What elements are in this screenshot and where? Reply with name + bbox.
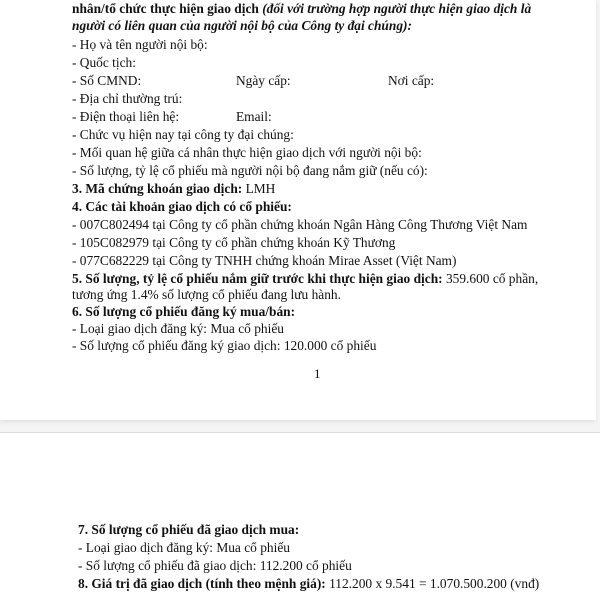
account-item-2: - 105C082979 tại Công ty cổ phần chứng khoán Kỹ Thương [72, 235, 396, 250]
section-8-value: 112.200 x 9.541 = 1.070.500.200 (vnđ) [329, 576, 540, 591]
stock-code: LMH [245, 181, 276, 196]
field-nationality: - Quốc tịch: [72, 55, 136, 70]
section-7-type: - Loại giao dịch đăng ký: Mua cổ phiếu [78, 540, 290, 555]
section-3-label: 3. Mã chứng khoán giao dịch: [72, 181, 246, 196]
intro-line-2: người có liên quan của người nội bộ của Công ty đại chúng): [72, 18, 412, 33]
document-page-2 [0, 432, 600, 601]
section-8 [78, 575, 539, 593]
section-7-heading: 7. Số lượng cổ phiếu đã giao dịch mua: [78, 522, 300, 537]
intro-bold-text: nhân/tổ chức thực hiện giao dịch [72, 1, 263, 16]
intro-line-1 [72, 0, 531, 18]
field-phone: - Điện thoại liên hệ: [72, 109, 180, 124]
field-full-name: - Họ và tên người nội bộ: [72, 37, 208, 52]
field-relationship: - Mối quan hệ giữa cá nhân thực hiện giao dịch với người nội bộ: [72, 145, 422, 160]
page-number: 1 [314, 366, 321, 381]
intro-italic-text: (đối với trường hợp người thực hiện giao dịch là [262, 1, 532, 16]
account-item-3: - 077C682229 tại Công ty TNHH chứng khoán Mirae Asset (Việt Nam) [72, 253, 457, 268]
field-email: Email: [236, 109, 272, 124]
section-8-label: 8. Giá trị đã giao dịch (tính theo mệnh giá): [78, 576, 330, 591]
section-5-label: 5. Số lượng, tỷ lệ cổ phiếu nắm giữ trước khi thực hiện giao dịch: [72, 271, 446, 286]
account-item-1: - 007C802494 tại Công ty cổ phần chứng khoán Ngân Hàng Công Thương Việt Nam [72, 217, 528, 232]
field-insider-holding: - Số lượng, tỷ lệ cổ phiếu mà người nội bộ đang nắm giữ (nếu có): [72, 163, 428, 178]
field-id-number: - Số CMND: [72, 73, 142, 88]
section-5-value: 359.600 cổ phần, [445, 271, 539, 286]
field-issue-date: Ngày cấp: [236, 73, 291, 88]
section-7-quantity: - Số lượng cổ phiếu đã giao dịch: 112.200 cổ phiếu [78, 558, 352, 573]
section-6-type: - Loại giao dịch đăng ký: Mua cổ phiếu [72, 321, 284, 336]
section-6-heading: 6. Số lượng cổ phiếu đăng ký mua/bán: [72, 304, 296, 319]
field-address: - Địa chỉ thường trú: [72, 91, 183, 106]
section-4-heading: 4. Các tài khoản giao dịch có cổ phiếu: [72, 199, 292, 214]
field-position: - Chức vụ hiện nay tại công ty đại chúng: [72, 127, 294, 142]
section-3 [72, 180, 275, 198]
field-issue-place: Nơi cấp: [388, 73, 435, 88]
section-5-line-2: tương ứng 1.4% số lượng cổ phiếu đang lưu hành. [72, 287, 341, 302]
section-6-quantity: - Số lượng cổ phiếu đăng ký giao dịch: 120.000 cổ phiếu [72, 338, 377, 353]
